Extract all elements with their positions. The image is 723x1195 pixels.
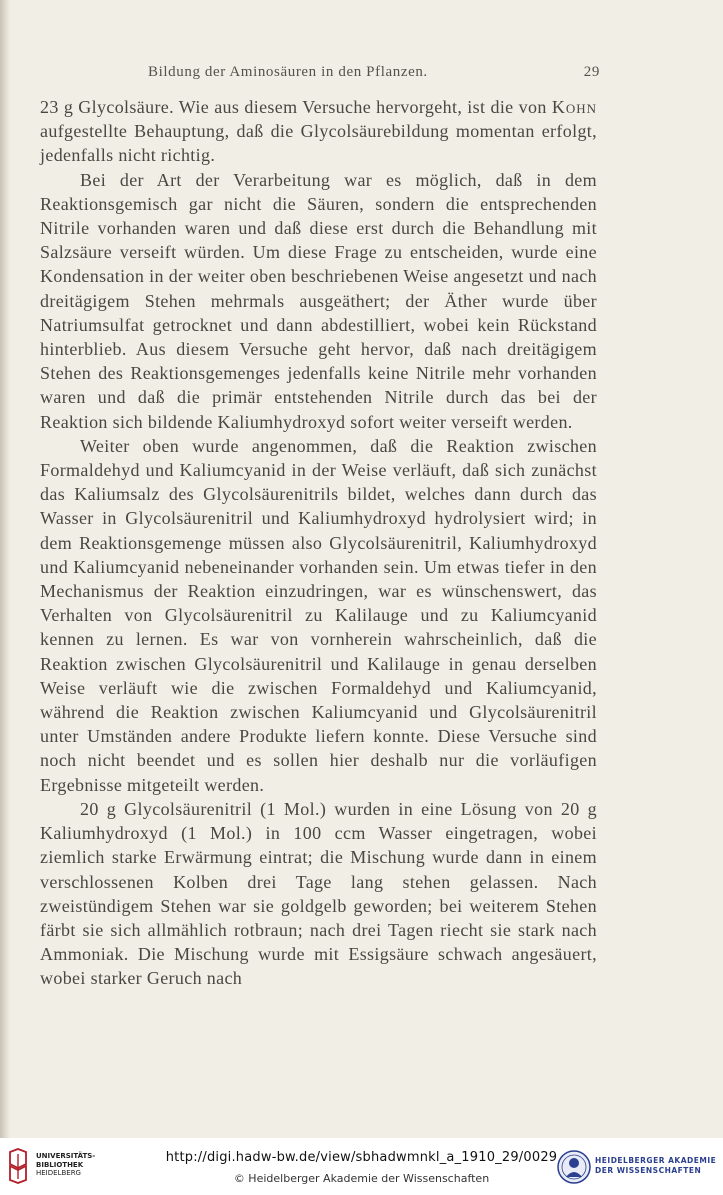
permalink-url[interactable]: http://digi.hadw-bw.de/view/sbhadwmnkl_a_1910_29/0029 xyxy=(165,1150,558,1165)
running-head-title: Bildung der Aminosäuren in den Pflanzen. xyxy=(148,64,428,80)
university-line-1: UNIVERSITÄTS- xyxy=(36,1152,96,1160)
body-text xyxy=(40,95,597,991)
page-number: 29 xyxy=(583,64,600,80)
paragraph-2: Bei der Art der Verarbeitung war es möglich, daß in dem Reaktionsgemisch gar nicht die Säuren, sondern die entsprechenden Nitrile vorhanden waren und daß diese erst durch die Behandlung mit Salzsäure verseift würden. Um diese Frage zu entscheiden, wurde eine Kondensation in der weiter oben beschriebenen Weise angesetzt und nach dreitägigem Stehen mehrmals ausgeäthert; der Äther wurde über Natriumsulfat getrocknet und dann abdestilliert, wobei kein Rückstand hinterblieb. Aus diesem Versuche geht hervor, daß nach dreitägigem Stehen des Reaktionsgemenges jedenfalls keine Nitrile mehr vorhanden waren und daß die primär entstehenden Nitrile durch das bei der Reaktion sich bildende Kaliumhydroxyd sofort weiter verseift werden. xyxy=(40,169,597,432)
copyright-notice: © Heidelberger Akademie der Wissenschaften xyxy=(233,1172,490,1185)
university-line-3: HEIDELBERG xyxy=(36,1169,81,1177)
paragraph-4: 20 g Glycolsäurenitril (1 Mol.) wurden in eine Lösung von 20 g Kaliumhydroxyd (1 Mol.) in 100 ccm Wasser eingetragen, wobei ziemlich starke Erwärmung eintrat; die Mischung wurde dann in einem verschlossenen Kolben drei Tage lang stehen gelassen. Nach zweistündigem Stehen war sie goldgelb geworden; bei weiterem Stehen färbt sie sich allmählich rotbraun; nach drei Tagen riecht sie stark nach Ammoniak. Die Mischung wurde mit Essigsäure schwach angesäuert, wobei starker Geruch nach xyxy=(40,798,597,989)
footer-bar xyxy=(0,1138,723,1195)
author-name: Kohn xyxy=(551,97,597,117)
paragraph-1 xyxy=(40,95,597,168)
paragraph-3: Weiter oben wurde angenommen, daß die Reaktion zwischen Formaldehyd und Kaliumcyanid in der Weise verläuft, daß sich zunächst das Kaliumsalz des Glycolsäurenitrils bildet, welches dann durch das Wasser in Glycolsäurenitril und Kaliumhydroxyd hydrolysiert wird; in dem Reaktionsgemenge müssen also Glycolsäurenitril, Kaliumhydroxyd und Kaliumcyanid nebeneinander vorhanden sein. Um etwas tiefer in den Mechanismus der Reaktion einzudringen, war es wünschenswert, das Verhalten von Glycolsäurenitril zu Kalilauge und zu Kaliumcyanid kennen zu lernen. Es war von vornherein wahrscheinlich, daß die Reaktion zwischen Glycolsäurenitril und Kalilauge in genau derselben Weise verläuft wie die zwischen Formaldehyd und Kaliumcyanid, während die Reaktion zwischen Kaliumcyanid und Glycolsäurenitril unter Umständen andere Produkte liefern konnte. Diese Versuche sind noch nicht beendet und es sollen hier deshalb nur die vorläufigen Ergebnisse mitgeteilt werden. xyxy=(40,435,597,795)
academy-logo xyxy=(557,1148,717,1188)
academy-seal-icon xyxy=(557,1148,591,1186)
academy-line-2: DER WISSENSCHAFTEN xyxy=(595,1166,702,1175)
paragraph-1-start: 23 g Glycolsäure. Wie aus diesem Versuche hervorgeht, ist die von xyxy=(40,97,552,117)
paragraph-1-end: aufgestellte Behauptung, daß die Glycolsäurebildung momentan erfolgt, jedenfalls nicht richtig. xyxy=(40,121,597,166)
university-line-2: BIBLIOTHEK xyxy=(36,1160,84,1169)
academy-line-1: HEIDELBERGER AKADEMIE xyxy=(595,1156,717,1165)
